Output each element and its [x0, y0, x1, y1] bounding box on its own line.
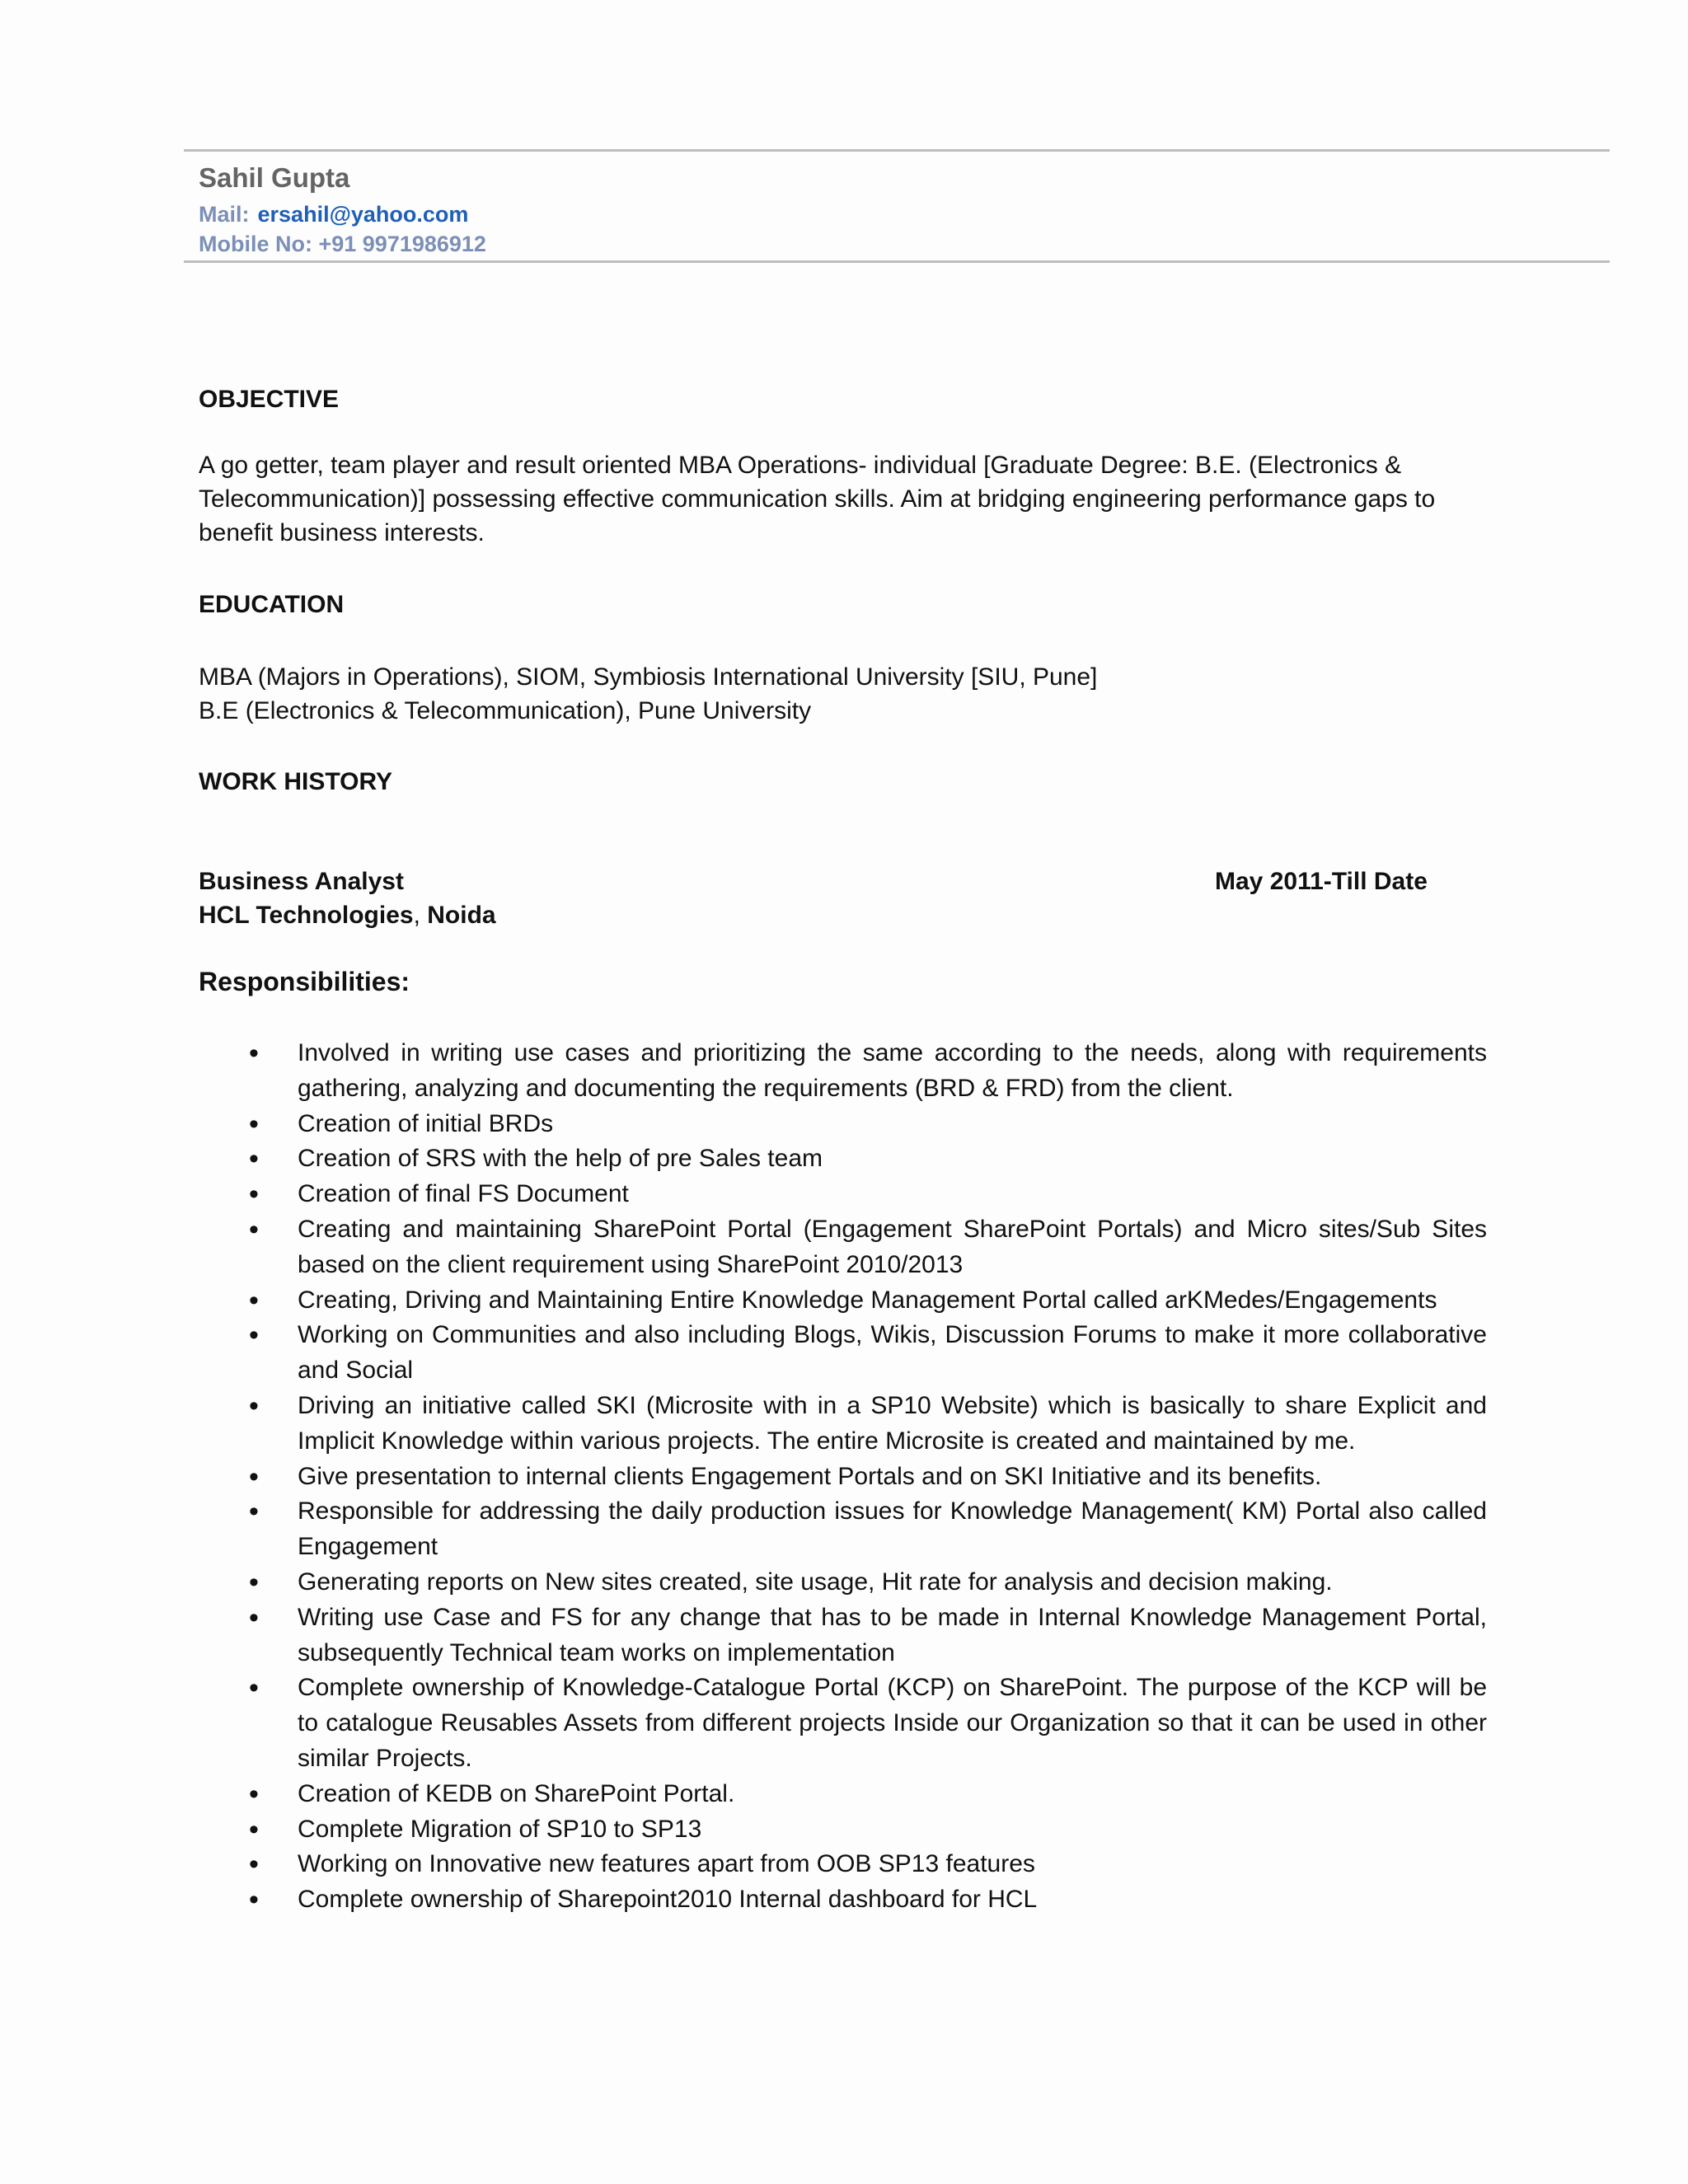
company-separator: ,: [413, 902, 428, 929]
education-item-mba: MBA (Majors in Operations), SIOM, Symbiosis International University [SIU, Pune]: [199, 663, 1098, 691]
email-link[interactable]: ersahil@yahoo.com: [257, 202, 469, 227]
header-bottom-divider: [184, 260, 1610, 263]
education-list: [199, 660, 1097, 728]
objective-heading: OBJECTIVE: [199, 386, 340, 413]
work-history-heading: WORK HISTORY: [199, 768, 393, 795]
responsibility-item: • Complete Migration of SP10 to SP13: [249, 1812, 1487, 1848]
responsibility-item: • Give presentation to internal clients Engagement Portals and on SKI Initiative and its benefits.: [249, 1460, 1487, 1495]
mail-label: Mail:: [199, 202, 250, 227]
responsibility-item: • Working on Communities and also including Blogs, Wikis, Discussion Forums to make it more collaborative and Social: [249, 1318, 1487, 1389]
responsibility-item: • Creation of SRS with the help of pre Sales team: [249, 1141, 1487, 1177]
company-name: HCL Technologies: [199, 902, 414, 929]
responsibilities-heading: Responsibilities:: [199, 967, 410, 996]
responsibility-item: • Generating reports on New sites created, site usage, Hit rate for analysis and decision making.: [249, 1565, 1487, 1601]
objective-text: A go getter, team player and result oriented MBA Operations- individual [Graduate Degree: B.E. (Electronics & Telecommunication)] possessing effective communication skills. Aim at bridging engineering performance gaps to benefit business interests.: [199, 452, 1436, 546]
responsibility-item: • Complete ownership of Sharepoint2010 Internal dashboard for HCL: [249, 1882, 1487, 1918]
company-location: Noida: [427, 902, 496, 929]
responsibility-item: • Complete ownership of Knowledge-Catalogue Portal (KCP) on SharePoint. The purpose of the KCP will be to catalogue Reusables Assets from different projects Inside our Organization so that it can be used in other similar Projects.: [249, 1671, 1487, 1776]
education-heading: EDUCATION: [199, 591, 345, 618]
mail-line: [199, 202, 468, 227]
job-dates: May 2011-Till Date: [1215, 868, 1428, 895]
job-title: Business Analyst: [199, 868, 404, 895]
responsibility-item: • Creation of KEDB on SharePoint Portal.: [249, 1777, 1487, 1812]
responsibility-item: • Creating, Driving and Maintaining Entire Knowledge Management Portal called arKMedes/Engagements: [249, 1283, 1487, 1319]
responsibility-item: • Creation of final FS Document: [249, 1177, 1487, 1212]
candidate-name: Sahil Gupta: [199, 162, 350, 193]
responsibility-item: • Involved in writing use cases and prioritizing the same according to the needs, along with requirements gathering, analyzing and documenting the requirements (BRD & FRD) from the client.: [249, 1036, 1487, 1107]
header-top-divider: [184, 149, 1610, 152]
mobile-number: Mobile No: +91 9971986912: [199, 232, 486, 256]
responsibility-item: • Driving an initiative called SKI (Microsite with in a SP10 Website) which is basically to share Explicit and Implicit Knowledge within various projects. The entire Microsite is created and maintained by me.: [249, 1389, 1487, 1460]
education-item-be: B.E (Electronics & Telecommunication), Pune University: [199, 697, 812, 724]
job-company-line: [199, 898, 496, 932]
responsibility-item: • Responsible for addressing the daily production issues for Knowledge Management( KM) Portal also called Engagement: [249, 1494, 1487, 1565]
responsibility-item: • Writing use Case and FS for any change that has to be made in Internal Knowledge Management Portal, subsequently Technical team works on implementation: [249, 1601, 1487, 1671]
responsibility-item: • Creation of initial BRDs: [249, 1107, 1487, 1142]
responsibilities-list: [249, 1036, 1487, 1918]
responsibility-item: • Working on Innovative new features apart from OOB SP13 features: [249, 1847, 1487, 1882]
responsibility-item: • Creating and maintaining SharePoint Portal (Engagement SharePoint Portals) and Micro sites/Sub Sites based on the client requirement using SharePoint 2010/2013: [249, 1212, 1487, 1283]
